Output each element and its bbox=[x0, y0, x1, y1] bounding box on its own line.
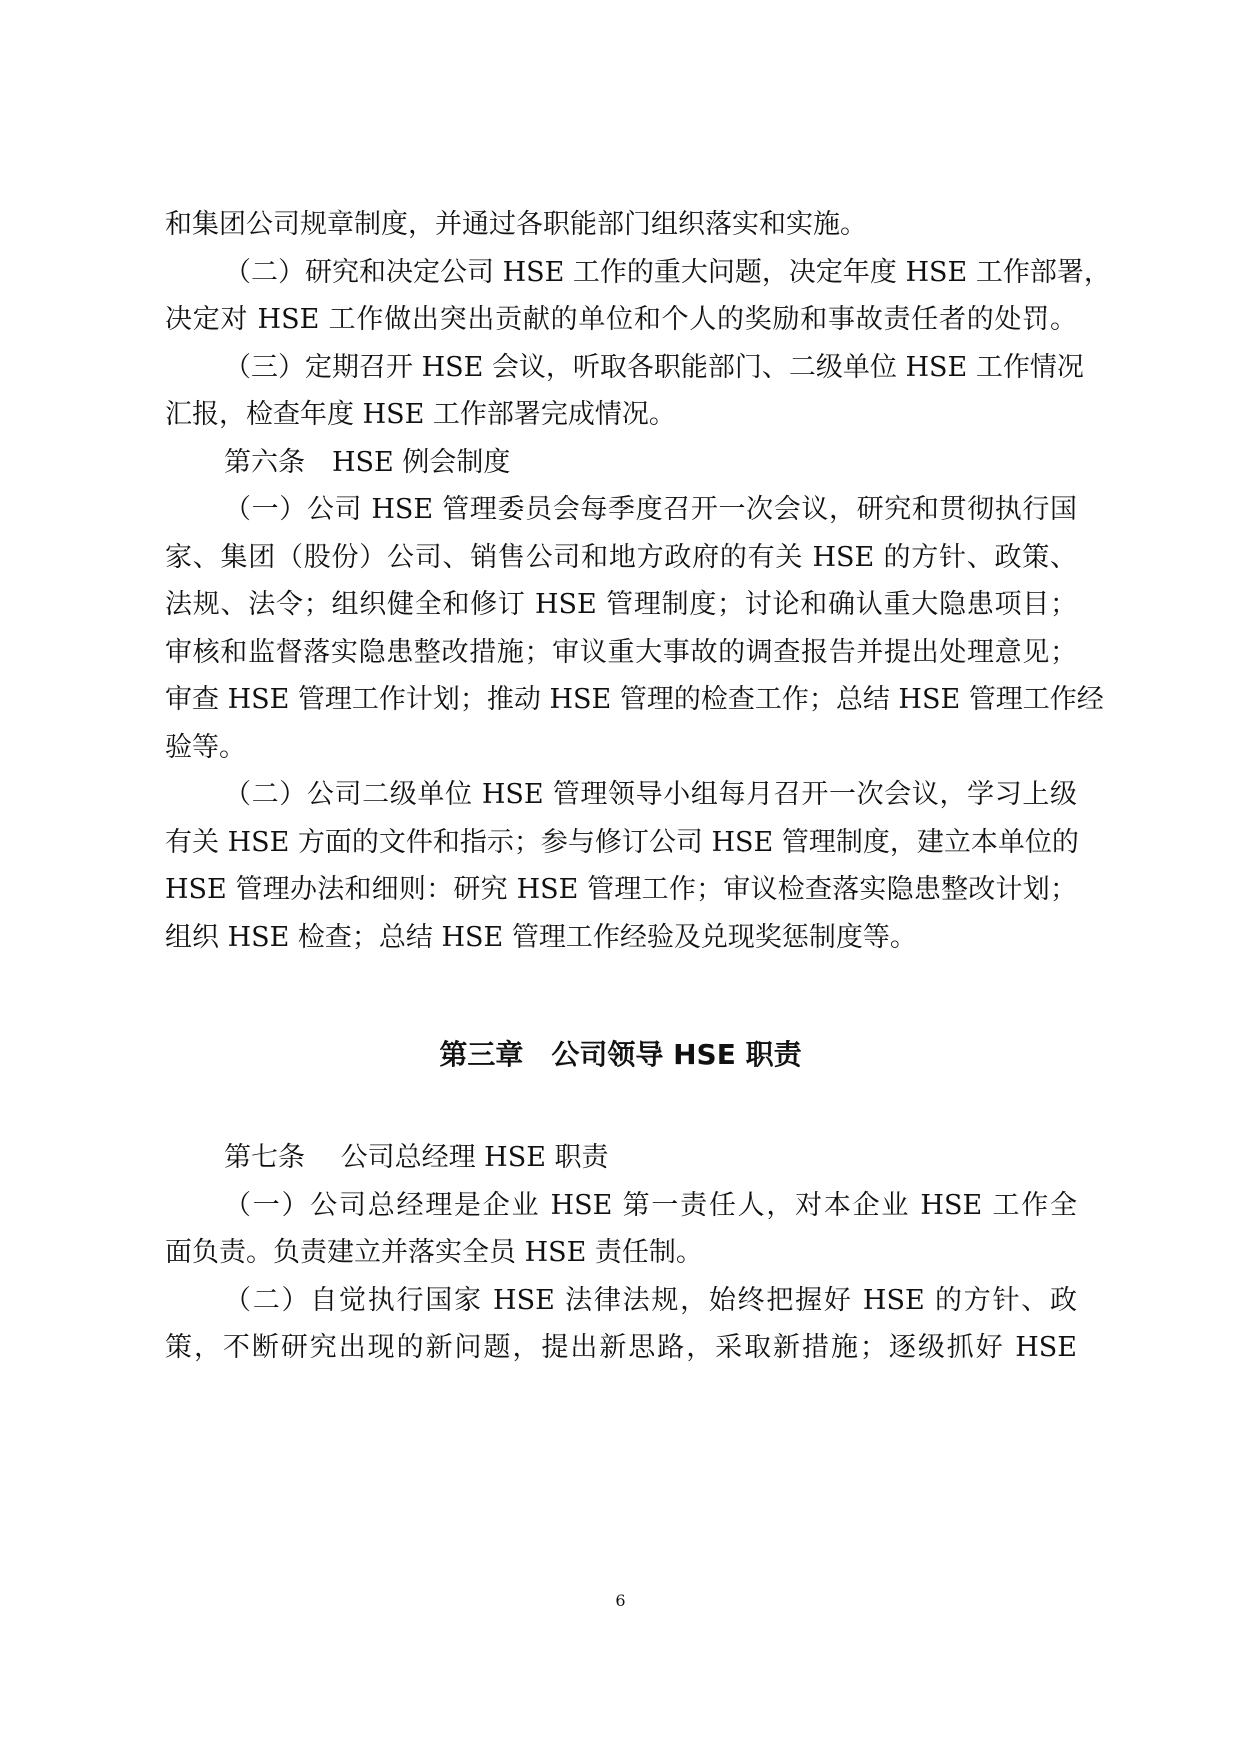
text-line-2: （二）研究和决定公司 HSE 工作的重大问题，决定年度 HSE 工作部署， bbox=[224, 257, 1111, 288]
text-line-16: 组织 HSE 检查；总结 HSE 管理工作经验及兑现奖惩制度等。 bbox=[165, 922, 917, 953]
text-line-10: 审核和监督落实隐患整改措施；审议重大事故的调查报告并提出处理意见； bbox=[165, 637, 1077, 668]
text-line-20: （二）自觉执行国家 HSE 法律法规，始终把握好 HSE 的方针、政 bbox=[224, 1285, 1077, 1316]
text-line-5: 汇报，检查年度 HSE 工作部署完成情况。 bbox=[165, 399, 676, 430]
text-line-14: 有关 HSE 方面的文件和指示；参与修订公司 HSE 管理制度，建立本单位的 bbox=[165, 827, 1079, 858]
page-number: 6 bbox=[615, 1591, 626, 1610]
text-line-19: 面负责。负责建立并落实全员 HSE 责任制。 bbox=[165, 1237, 703, 1268]
text-line-8: 家、集团（股份）公司、销售公司和地方政府的有关 HSE 的方针、政策、 bbox=[165, 542, 1077, 573]
text-line-7: （一）公司 HSE 管理委员会每季度召开一次会议，研究和贯彻执行国 bbox=[224, 494, 1077, 525]
text-line-3: 决定对 HSE 工作做出突出贡献的单位和个人的奖励和事故责任者的处罚。 bbox=[165, 304, 1077, 335]
article-6-title: 第六条 HSE 例会制度 bbox=[224, 447, 511, 478]
text-line-11: 审查 HSE 管理工作计划；推动 HSE 管理的检查工作；总结 HSE 管理工作经 bbox=[165, 684, 1104, 715]
article-7-title: 第七条 公司总经理 HSE 职责 bbox=[224, 1142, 609, 1173]
text-line-18: （一）公司总经理是企业 HSE 第一责任人，对本企业 HSE 工作全 bbox=[224, 1190, 1077, 1221]
chapter-heading: 第三章 公司领导 HSE 职责 bbox=[439, 1038, 802, 1071]
text-line-13: （二）公司二级单位 HSE 管理领导小组每月召开一次会议，学习上级 bbox=[224, 779, 1077, 810]
text-line-15: HSE 管理办法和细则：研究 HSE 管理工作；审议检查落实隐患整改计划； bbox=[165, 874, 1077, 905]
text-line-21: 策，不断研究出现的新问题，提出新思路，采取新措施；逐级抓好 HSE bbox=[165, 1332, 1077, 1363]
text-line-1: 和集团公司规章制度，并通过各职能部门组织落实和实施。 bbox=[165, 209, 867, 240]
text-line-12: 验等。 bbox=[165, 732, 246, 763]
text-line-4: （三）定期召开 HSE 会议，听取各职能部门、二级单位 HSE 工作情况 bbox=[224, 352, 1084, 383]
text-line-9: 法规、法令；组织健全和修订 HSE 管理制度；讨论和确认重大隐患项目； bbox=[165, 589, 1077, 620]
